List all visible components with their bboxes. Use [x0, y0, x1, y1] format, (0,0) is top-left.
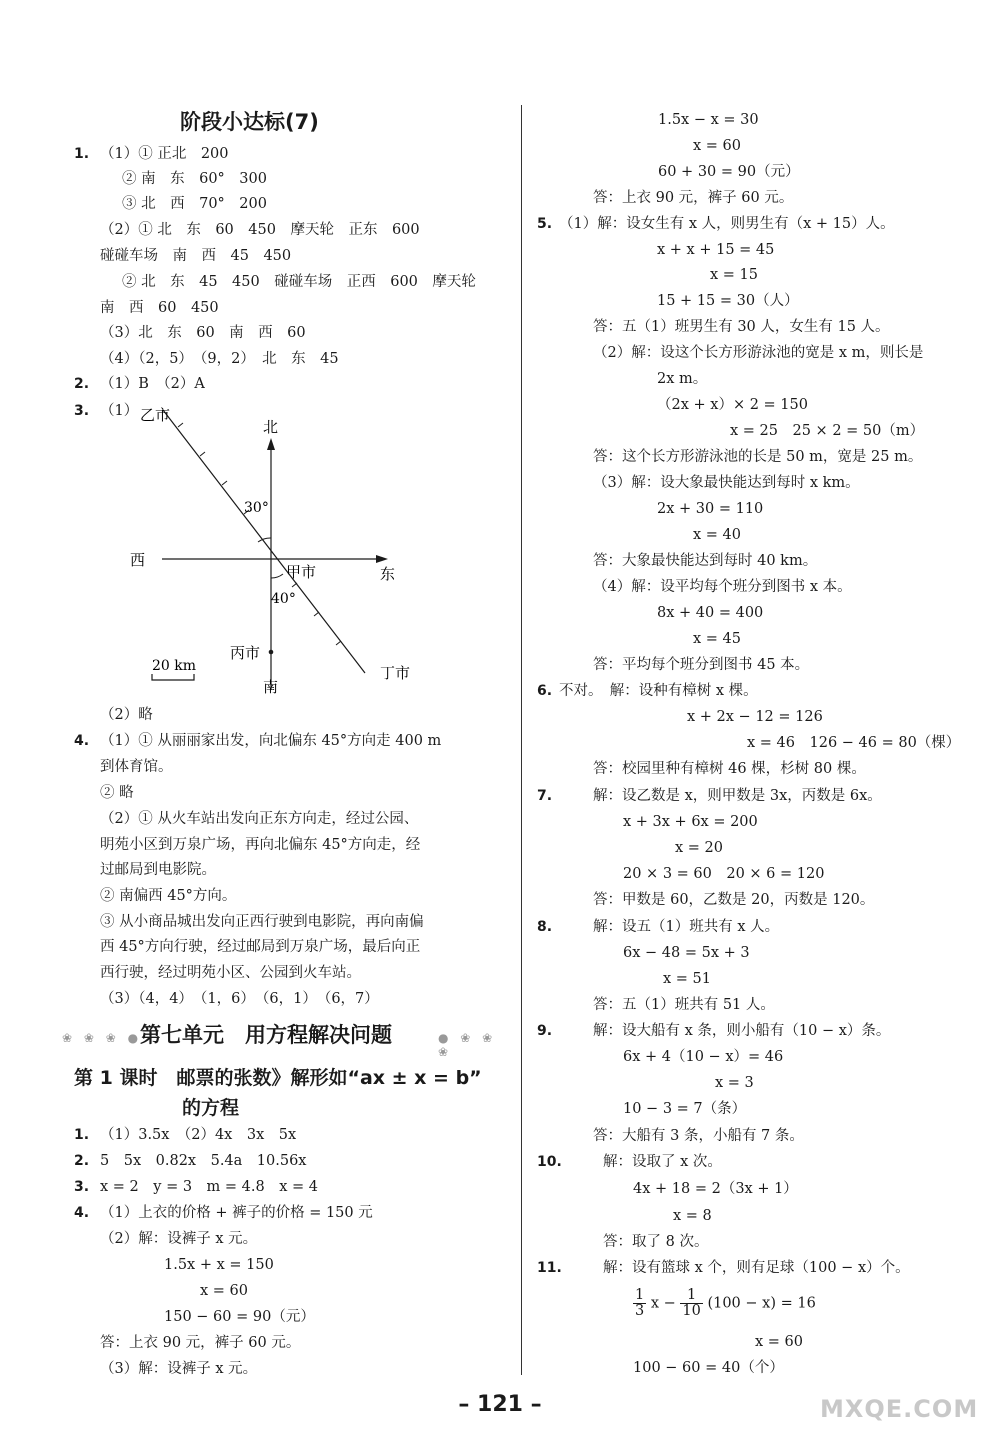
- answer-line: （1）B （2）A: [100, 376, 205, 392]
- lesson-title-continued: 的方程: [182, 1097, 240, 1119]
- answer-line: （2）解：设裤子 x 元。: [100, 1231, 258, 1247]
- equation-middle: x −: [650, 1295, 676, 1312]
- city-jia-label: 甲市: [286, 563, 317, 581]
- question-number: 5.: [537, 216, 553, 232]
- equation-line: 4x + 18 = 2（3x + 1）: [633, 1181, 798, 1197]
- city-bing-dot: [269, 650, 274, 655]
- answer-line: 答：取了 8 次。: [603, 1234, 709, 1250]
- question-number: 7.: [537, 788, 553, 804]
- answer-line: （1）3.5x （2）4x 3x 5x: [100, 1127, 297, 1143]
- answer-line: 答：大象最快能达到每时 40 km。: [593, 553, 818, 569]
- equation-line: x = 3: [715, 1075, 754, 1091]
- question-number: 2.: [74, 376, 90, 392]
- answer-line: ③ 从小商品城出发向正西行驶到电影院，再向南偏: [100, 914, 424, 930]
- answer-line: （1）① 正北 200: [100, 146, 229, 162]
- north-arrow: [267, 438, 275, 450]
- answer-line: ② 北 东 45 450 碰碰车场 正西 600 摩天轮: [122, 274, 476, 290]
- equation-line: x = 60: [200, 1283, 248, 1299]
- answer-line: 答：五（1）班共有 51 人。: [593, 997, 775, 1013]
- equation-line: x = 51: [663, 971, 711, 987]
- question-number: 2.: [74, 1153, 90, 1169]
- equation-line: 1.5x + x = 150: [164, 1257, 274, 1273]
- route-line: [163, 410, 365, 673]
- decorative-dots-right: ● ❀ ❀ ❀: [438, 1031, 497, 1059]
- answer-line: 西行驶，经过明苑小区、公园到火车站。: [100, 965, 361, 981]
- decorative-dots-left: ❀ ❀ ❀ ●: [62, 1031, 143, 1045]
- answer-line: 2x m。: [657, 371, 708, 387]
- answer-line: 碰碰车场 南 西 45 450: [100, 248, 292, 264]
- angle-30-label: 30°: [244, 500, 269, 516]
- question-number: 8.: [537, 919, 553, 935]
- angle-40-label: 40°: [271, 591, 296, 607]
- lesson-title: 第 1 课时 邮票的张数》解形如“ax ± x = b”: [74, 1067, 482, 1089]
- north-label: 北: [263, 418, 279, 436]
- question-number: 6.: [537, 683, 553, 699]
- equation-line: 2x + 30 = 110: [657, 501, 764, 517]
- angle-arc-40: [271, 574, 283, 578]
- equation-line: 1.5x − x = 30: [658, 112, 759, 128]
- answer-line: （4）解：设平均每个班分到图书 x 本。: [593, 579, 852, 595]
- right-column: [535, 0, 961, 1410]
- equation-line: x + x + 15 = 45: [657, 242, 775, 258]
- answer-line: 答：校园里种有樟树 46 棵，杉树 80 棵。: [593, 761, 866, 777]
- fraction-equation: [633, 1288, 816, 1319]
- page-number: – 121 –: [458, 1392, 542, 1417]
- answer-line: 解：设大船有 x 条，则小船有（10 − x）条。: [593, 1023, 891, 1039]
- east-arrow: [376, 555, 388, 563]
- city-bing-label: 丙市: [230, 644, 261, 662]
- answer-line: （2）① 从火车站出发向正东方向走，经过公园、: [100, 811, 419, 827]
- answer-line: （2）解：设这个长方形游泳池的宽是 x m，则长是: [593, 345, 924, 361]
- answer-line: ② 南 东 60° 300: [122, 171, 267, 187]
- question-number: 3.: [74, 403, 90, 419]
- answer-line: 南 西 60 450: [100, 300, 219, 316]
- west-label: 西: [130, 551, 146, 569]
- left-column: [62, 0, 515, 1410]
- answer-line: （2）略: [100, 707, 153, 723]
- answer-line: 过邮局到电影院。: [100, 862, 216, 878]
- answer-line: 解：设取了 x 次。: [603, 1154, 722, 1170]
- equation-line: 100 − 60 = 40（个）: [633, 1360, 784, 1376]
- answer-line: 答：上衣 90 元，裤子 60 元。: [100, 1335, 301, 1351]
- city-yi-label: 乙市: [140, 406, 171, 424]
- answer-line: 答：这个长方形游泳池的长是 50 m，宽是 25 m。: [593, 449, 923, 465]
- equation-line: x = 25 25 × 2 = 50（m）: [730, 423, 925, 439]
- equation-line: 20 × 3 = 60 20 × 6 = 120: [623, 866, 825, 882]
- city-ding-label: 丁市: [380, 664, 411, 682]
- answer-line: （1）① 从丽丽家出发，向北偏东 45°方向走 400 m: [100, 733, 442, 749]
- answer-line: （3）解：设大象最快能达到每时 x km。: [593, 475, 860, 491]
- fraction-one-tenth: $\frac{1}{10}$: [682, 1287, 701, 1319]
- question-number: 3.: [74, 1179, 90, 1195]
- unit-title: 第七单元 用方程解决问题: [140, 1023, 392, 1047]
- equation-line: x = 46 126 − 46 = 80（棵）: [747, 735, 961, 751]
- direction-diagram: [120, 398, 480, 703]
- equation-line: x + 3x + 6x = 200: [623, 814, 758, 830]
- scale-bar: [152, 674, 194, 680]
- watermark-logo: MXQE.COM: [820, 1395, 979, 1423]
- fraction-one-third: $\frac{1}{3}$: [635, 1287, 645, 1319]
- question-number: 10.: [537, 1154, 562, 1170]
- equation-line: （2x + x）× 2 = 150: [657, 397, 808, 413]
- answer-line: （1）上衣的价格 + 裤子的价格 = 150 元: [100, 1205, 373, 1221]
- answer-line: 解：设有篮球 x 个，则有足球（100 − x）个。: [603, 1260, 910, 1276]
- equation-line: 150 − 60 = 90（元）: [164, 1309, 315, 1325]
- equation-line: x = 40: [693, 527, 741, 543]
- answer-line: 答：甲数是 60，乙数是 20，丙数是 120。: [593, 892, 875, 908]
- question-number: 4.: [74, 1205, 90, 1221]
- answer-line: 答：上衣 90 元，裤子 60 元。: [593, 190, 794, 206]
- equation-line: 60 + 30 = 90（元）: [658, 164, 800, 180]
- question-number: 9.: [537, 1023, 553, 1039]
- equation-line: 6x − 48 = 5x + 3: [623, 945, 750, 961]
- answer-line: ② 南偏西 45°方向。: [100, 888, 237, 904]
- answer-line: 答：平均每个班分到图书 45 本。: [593, 657, 810, 673]
- east-label: 东: [380, 565, 396, 583]
- equation-line: x = 20: [675, 840, 723, 856]
- answer-line: 明苑小区到万泉广场，再向北偏东 45°方向走，经: [100, 837, 421, 853]
- question-number: 11.: [537, 1260, 562, 1276]
- equation-tail: (100 − x) = 16: [707, 1295, 816, 1312]
- answer-line: （3）解：设裤子 x 元。: [100, 1361, 258, 1377]
- answer-line: ② 略: [100, 785, 134, 801]
- equation-line: 8x + 40 = 400: [657, 605, 764, 621]
- answer-line: （3）（4，4） （1，6） （6，1） （6，7）: [100, 991, 379, 1007]
- answer-line: （4）（2，5） （9，2） 北 东 45: [100, 351, 339, 367]
- column-divider: [521, 105, 522, 1375]
- equation-line: x = 15: [710, 267, 758, 283]
- answer-line: 西 45°方向行驶，经过邮局到万泉广场，最后向正: [100, 939, 421, 955]
- equation-line: 15 + 15 = 30（人）: [657, 293, 799, 309]
- question-number: 4.: [74, 733, 90, 749]
- equation-line: x = 8: [673, 1208, 712, 1224]
- answer-line: 不对。 解：设种有樟树 x 棵。: [559, 683, 758, 699]
- answer-line: 解：设乙数是 x，则甲数是 3x，丙数是 6x。: [593, 788, 882, 804]
- answer-line: 5 5x 0.82x 5.4a 10.56x: [100, 1153, 307, 1169]
- equation-line: x + 2x − 12 = 126: [687, 709, 823, 725]
- answer-line: 答：大船有 3 条，小船有 7 条。: [593, 1128, 804, 1144]
- section-title: 阶段小达标(7): [180, 110, 319, 134]
- equation-line: 10 − 3 = 7（条）: [623, 1101, 747, 1117]
- answer-line: 解：设五（1）班共有 x 人。: [593, 919, 780, 935]
- route-ticks: [178, 423, 341, 645]
- equation-line: x = 60: [693, 138, 741, 154]
- answer-line: （1）解：设女生有 x 人，则男生有（x + 15）人。: [559, 216, 895, 232]
- equation-line: x = 60: [755, 1334, 803, 1350]
- south-label: 南: [263, 678, 279, 696]
- equation-line: x = 45: [693, 631, 741, 647]
- answer-line: 到体育馆。: [100, 759, 173, 775]
- question-number: 1.: [74, 146, 90, 162]
- scale-label: 20 km: [152, 658, 197, 674]
- answer-line: （2）① 北 东 60 450 摩天轮 正东 600: [100, 222, 420, 238]
- answer-line: 答：五（1）班男生有 30 人，女生有 15 人。: [593, 319, 890, 335]
- question-number: 1.: [74, 1127, 90, 1143]
- equation-line: 6x + 4（10 − x）= 46: [623, 1049, 784, 1065]
- answer-line: （3）北 东 60 南 西 60: [100, 325, 306, 341]
- answer-line: x = 2 y = 3 m = 4.8 x = 4: [100, 1179, 319, 1195]
- answer-line: ③ 北 西 70° 200: [122, 196, 267, 212]
- answer-line: （1）: [100, 403, 139, 419]
